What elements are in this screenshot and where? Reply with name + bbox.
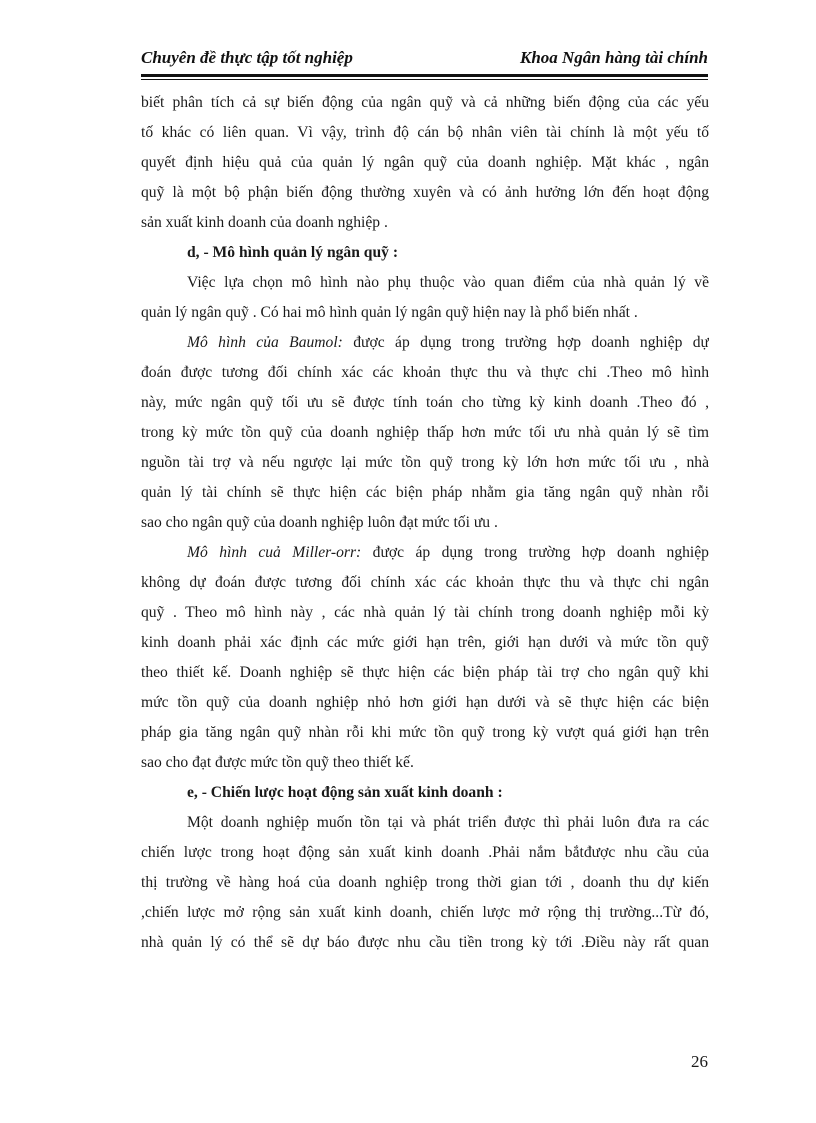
text-line: sao cho đạt được mức tồn quỹ theo thiết kế. — [141, 754, 414, 771]
baumol-label: Mô hình của Baumol: — [187, 334, 343, 351]
header-right-title: Khoa Ngân hàng tài chính — [519, 48, 708, 67]
text-line-miller-orr — [141, 538, 709, 568]
text-line: pháp gia tăng ngân quỹ nhàn rỗi khi mức tồn quỹ trong kỳ vượt quá giới hạn trên — [141, 724, 709, 741]
section-heading-e: e, - Chiến lược hoạt động sản xuất kinh doanh : — [187, 784, 503, 801]
page-number: 26 — [691, 1052, 708, 1071]
text-line: ,chiến lược mở rộng sản xuất kinh doanh, chiến lược mở rộng thị trường...Từ đó, — [141, 904, 709, 921]
header-rule-thick — [141, 74, 708, 77]
miller-orr-label: Mô hình cuả Miller-orr: — [187, 544, 362, 561]
miller-orr-text: được áp dụng trong trường hợp doanh nghiệp — [361, 544, 709, 561]
text-line: không dự đoán được tương đối chính xác các khoản thực thu và thực chi ngân — [141, 574, 709, 591]
header-left-title: Chuyên đề thực tập tốt nghiệp — [141, 48, 353, 67]
text-line: thị trường về hàng hoá của doanh nghiệp trong thời gian tới , doanh thu dự kiến — [141, 874, 709, 891]
text-line: theo thiết kế. Doanh nghiệp sẽ thực hiện các biện pháp tài trợ cho ngân quỹ khi — [141, 664, 709, 681]
text-line: đoán được tương đối chính xác các khoản thực thu và thực chi .Theo mô hình — [141, 364, 709, 381]
text-line: quỹ . Theo mô hình này , các nhà quản lý tài chính trong doanh nghiệp mỗi kỳ — [141, 604, 709, 621]
text-line: nhà quản lý có thể sẽ dự báo được nhu cầu tiền trong kỳ tới .Điều này rất quan — [141, 934, 709, 951]
text-line: sao cho ngân quỹ của doanh nghiệp luôn đạt mức tối ưu . — [141, 514, 498, 531]
text-line: nguồn tài trợ và nếu ngược lại mức tồn quỹ trong kỳ lớn hơn mức tối ưu , nhà — [141, 454, 709, 471]
baumol-text: được áp dụng trong trường hợp doanh nghiệp dự — [342, 334, 709, 351]
text-line: mức tồn quỹ của doanh nghiệp nhỏ hơn giới hạn dưới và sẽ thực hiện các biện — [141, 694, 709, 711]
text-line: kinh doanh phải xác định các mức giới hạn trên, giới hạn dưới và mức tồn quỹ — [141, 634, 709, 651]
page-header — [141, 46, 708, 74]
text-line-baumol — [141, 328, 709, 358]
text-line: tố khác có liên quan. Vì vậy, trình độ cán bộ nhân viên tài chính là một yếu tố — [141, 124, 709, 141]
section-heading-d: d, - Mô hình quản lý ngân quỹ : — [187, 244, 399, 261]
text-line: biết phân tích cả sự biến động của ngân quỹ và cả những biến động của các yếu — [141, 94, 709, 111]
header-rule-thin — [141, 79, 708, 80]
text-line: sản xuất kinh doanh của doanh nghiệp . — [141, 214, 388, 231]
text-line: này, mức ngân quỹ tối ưu sẽ được tính toán cho từng kỳ kinh doanh .Theo đó , — [141, 394, 709, 411]
text-line: quản lý tài chính sẽ thực hiện các biện pháp nhằm gia tăng ngân quỹ nhàn rỗi — [141, 484, 709, 501]
text-line: quản lý ngân quỹ . Có hai mô hình quản lý ngân quỹ hiện nay là phổ biến nhất . — [141, 304, 638, 321]
text-line: chiến lược trong hoạt động sản xuất kinh doanh .Phải nắm bắtđược nhu cầu của — [141, 844, 709, 861]
body-text — [141, 88, 709, 958]
text-line: trong kỳ mức tồn quỹ của doanh nghiệp thấp hơn mức tối ưu nhà quản lý sẽ tìm — [141, 424, 709, 441]
text-line: Việc lựa chọn mô hình nào phụ thuộc vào quan điểm của nhà quản lý về — [187, 274, 709, 291]
text-line: quyết định hiệu quả của quản lý ngân quỹ của doanh nghiệp. Mặt khác , ngân — [141, 154, 709, 171]
text-line: Một doanh nghiệp muốn tồn tại và phát triển được thì phải luôn đưa ra các — [187, 814, 709, 831]
text-line: quỹ là một bộ phận biến động thường xuyên và có ảnh hưởng lớn đến hoạt động — [141, 184, 709, 201]
